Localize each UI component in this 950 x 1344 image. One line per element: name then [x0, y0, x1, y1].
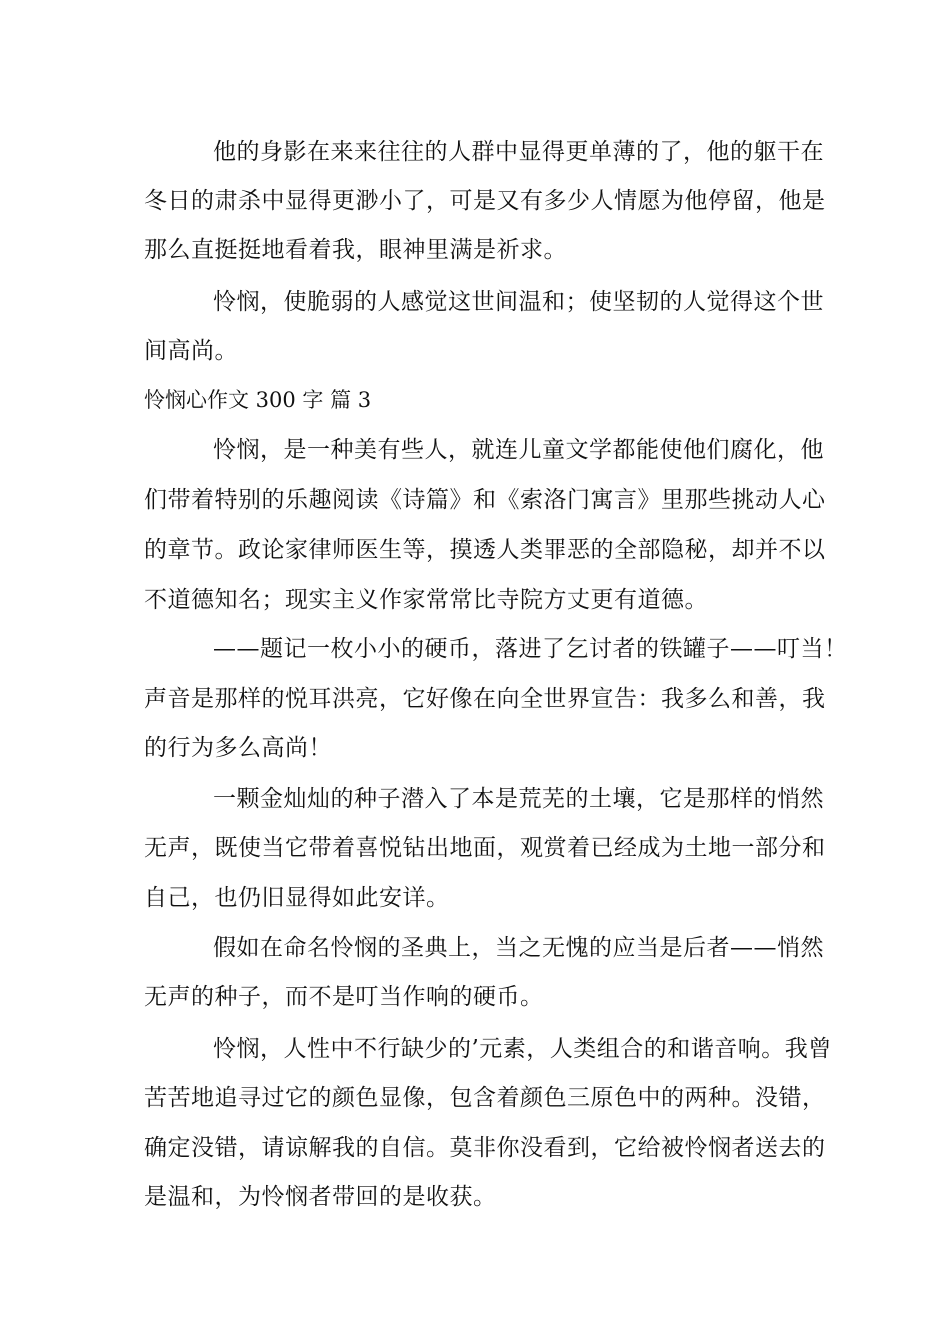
paragraph-3-line-4: 不道德知名；现实主义作家常常比寺院方丈更有道德。 [144, 587, 708, 613]
paragraph-2-line-2: 间高尚。 [144, 338, 238, 364]
paragraph-3-line-1: 怜悯，是一种美有些人，就连儿童文学都能使他们腐化，他 [213, 437, 824, 463]
paragraph-7-line-1: 怜悯，人性中不行缺少的’元素，人类组合的和谐音响。我曾 [213, 1036, 832, 1062]
paragraph-3-line-3: 的章节。政论家律师医生等，摸透人类罪恶的全部隐秘，却并不以 [144, 537, 826, 563]
paragraph-2-line-1: 怜悯，使脆弱的人感觉这世间温和；使坚韧的人觉得这个世 [213, 289, 824, 315]
section-heading: 怜悯心作文 300 字 篇 3 [144, 388, 372, 412]
paragraph-5-line-3: 自己，也仍旧显得如此安详。 [144, 885, 450, 911]
paragraph-3-line-2: 们带着特别的乐趣阅读《诗篇》和《索洛门寓言》里那些挑动人心 [144, 487, 826, 513]
paragraph-1-line-2: 冬日的肃杀中显得更渺小了，可是又有多少人情愿为他停留，他是 [144, 188, 826, 214]
paragraph-6-line-1: 假如在命名怜悯的圣典上，当之无愧的应当是后者——悄然 [213, 935, 824, 961]
paragraph-4-line-1: ——题记一枚小小的硬币，落进了乞讨者的铁罐子——叮当！ [213, 636, 848, 662]
paragraph-4-line-3: 的行为多么高尚！ [144, 735, 332, 761]
paragraph-1-line-3: 那么直挺挺地看着我，眼神里满是祈求。 [144, 237, 567, 263]
paragraph-6-line-2: 无声的种子，而不是叮当作响的硬币。 [144, 984, 544, 1010]
paragraph-7-line-4: 是温和，为怜悯者带回的是收获。 [144, 1184, 497, 1210]
paragraph-5-line-1: 一颗金灿灿的种子潜入了本是荒芜的土壤，它是那样的悄然 [213, 786, 824, 812]
paragraph-1-line-1: 他的身影在来来往往的人群中显得更单薄的了，他的躯干在 [213, 139, 824, 165]
paragraph-5-line-2: 无声，既使当它带着喜悦钻出地面，观赏着已经成为土地一部分和 [144, 835, 826, 861]
paragraph-7-line-3: 确定没错，请谅解我的自信。莫非你没看到，它给被怜悯者送去的 [144, 1135, 826, 1161]
paragraph-4-line-2: 声音是那样的悦耳洪亮，它好像在向全世界宣告：我多么和善，我 [144, 686, 826, 712]
paragraph-7-line-2: 苦苦地追寻过它的颜色显像，包含着颜色三原色中的两种。没错， [144, 1085, 826, 1111]
